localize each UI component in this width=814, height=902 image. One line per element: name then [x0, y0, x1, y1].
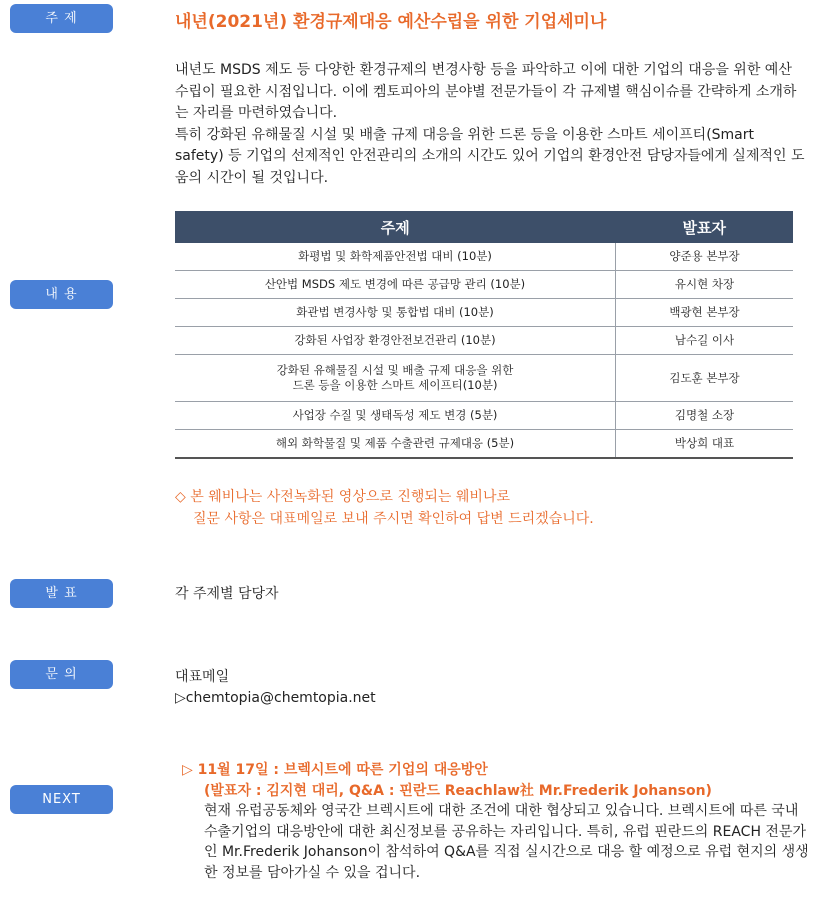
- topic-label: 주 제: [10, 4, 113, 33]
- presenter-cell: 양준용 본부장: [616, 243, 794, 271]
- table-row: [175, 243, 793, 271]
- notice-line-1: ◇ 본 웨비나는 사전녹화된 영상으로 진행되는 웨비나로: [175, 489, 510, 505]
- table-row: [175, 355, 793, 402]
- presenter-cell: 김도훈 본부장: [616, 355, 794, 402]
- presenter-cell: 유시현 차장: [616, 271, 794, 299]
- topic-cell: 사업장 수질 및 생태독성 제도 변경 (5분): [175, 402, 616, 430]
- webinar-notice: [175, 486, 805, 530]
- description-paragraph-2: 특히 강화된 유해물질 시설 및 배출 규제 대응을 위한 드론 등을 이용한 스마트 세이프티(Smart safety) 등 기업의 선제적인 안전관리의 소개의 시간도 있어 기업의 환경안전 담당자들에게 실제적인 도움의 시간이 될 것입니다.: [175, 126, 805, 186]
- topic-cell: 강화된 사업장 환경안전보건관리 (10분): [175, 327, 616, 355]
- notice-line-2: 질문 사항은 대표메일로 보내 주시면 확인하여 답변 드리겠습니다.: [193, 511, 594, 527]
- topics-table: [175, 211, 793, 459]
- topic-cell: 화평법 및 화학제품안전법 대비 (10분): [175, 243, 616, 271]
- next-body: 현재 유럽공동체와 영국간 브렉시트에 대한 조건에 대한 협상되고 있습니다. 브렉시트에 따른 국내 수출기업의 대응방안에 대한 최신정보를 공유하는 자리입니다. 특히, 유럽 핀란드의 REACH 전문가인 Mr.Frederik Johanson이 참석하여 Q&A를 직접 실시간으로 대응 할 예정으로 유럽 현지의 생생한 정보를 담아가실 수 있을 겁니다.: [204, 803, 809, 881]
- presenter-cell: 김명철 소장: [616, 402, 794, 430]
- presenter-cell: 남수길 이사: [616, 327, 794, 355]
- topic-cell-line-2: 드론 등을 이용한 스마트 세이프티(10분): [292, 378, 498, 392]
- topic-cell: 해외 화학물질 및 제품 수출관련 규제대응 (5분): [175, 430, 616, 459]
- inquiry-line-1: 대표메일: [175, 669, 230, 685]
- next-label: NEXT: [10, 785, 113, 814]
- next-subline: (발표자 : 김지현 대리, Q&A : 핀란드 Reachlaw社 Mr.Frederik Johanson): [204, 782, 712, 799]
- inquiry-email-link[interactable]: ▷chemtopia@chemtopia.net: [175, 690, 376, 706]
- next-session: [182, 760, 810, 883]
- presenter-cell: 박상희 대표: [616, 430, 794, 459]
- table-row: [175, 327, 793, 355]
- topic-cell: [175, 355, 616, 402]
- table-row: [175, 271, 793, 299]
- topic-cell-line-1: 강화된 유해물질 시설 및 배출 규제 대응을 위한: [276, 363, 514, 377]
- inquiry-info: [175, 667, 376, 709]
- table-header-row: [175, 211, 793, 243]
- table-header-topic: 주제: [175, 211, 616, 243]
- table-row: [175, 402, 793, 430]
- description-paragraph-1: 내년도 MSDS 제도 등 다양한 환경규제의 변경사항 등을 파악하고 이에 대한 기업의 대응을 위한 예산수립이 필요한 시점입니다. 이에 켐토피아의 분야별 전문가들이 각 규제별 핵심이슈를 간략하게 소개하는 자리를 마련하였습니다.: [175, 62, 797, 121]
- seminar-description: [175, 60, 805, 189]
- presenter-label: 발 표: [10, 579, 113, 608]
- content-label: 내 용: [10, 280, 113, 309]
- topic-cell: 화관법 변경사항 및 통합법 대비 (10분): [175, 299, 616, 327]
- seminar-title: 내년(2021년) 환경규제대응 예산수립을 위한 기업세미나: [175, 12, 607, 32]
- presenter-text: 각 주제별 담당자: [175, 586, 279, 602]
- table-header-presenter: 발표자: [616, 211, 794, 243]
- presenter-cell: 백광현 본부장: [616, 299, 794, 327]
- table-row: [175, 299, 793, 327]
- next-headline: ▷ 11월 17일 : 브렉시트에 따른 기업의 대응방안: [182, 762, 488, 778]
- table-row: [175, 430, 793, 459]
- topic-cell: 산안법 MSDS 제도 변경에 따른 공급망 관리 (10분): [175, 271, 616, 299]
- inquiry-label: 문 의: [10, 660, 113, 689]
